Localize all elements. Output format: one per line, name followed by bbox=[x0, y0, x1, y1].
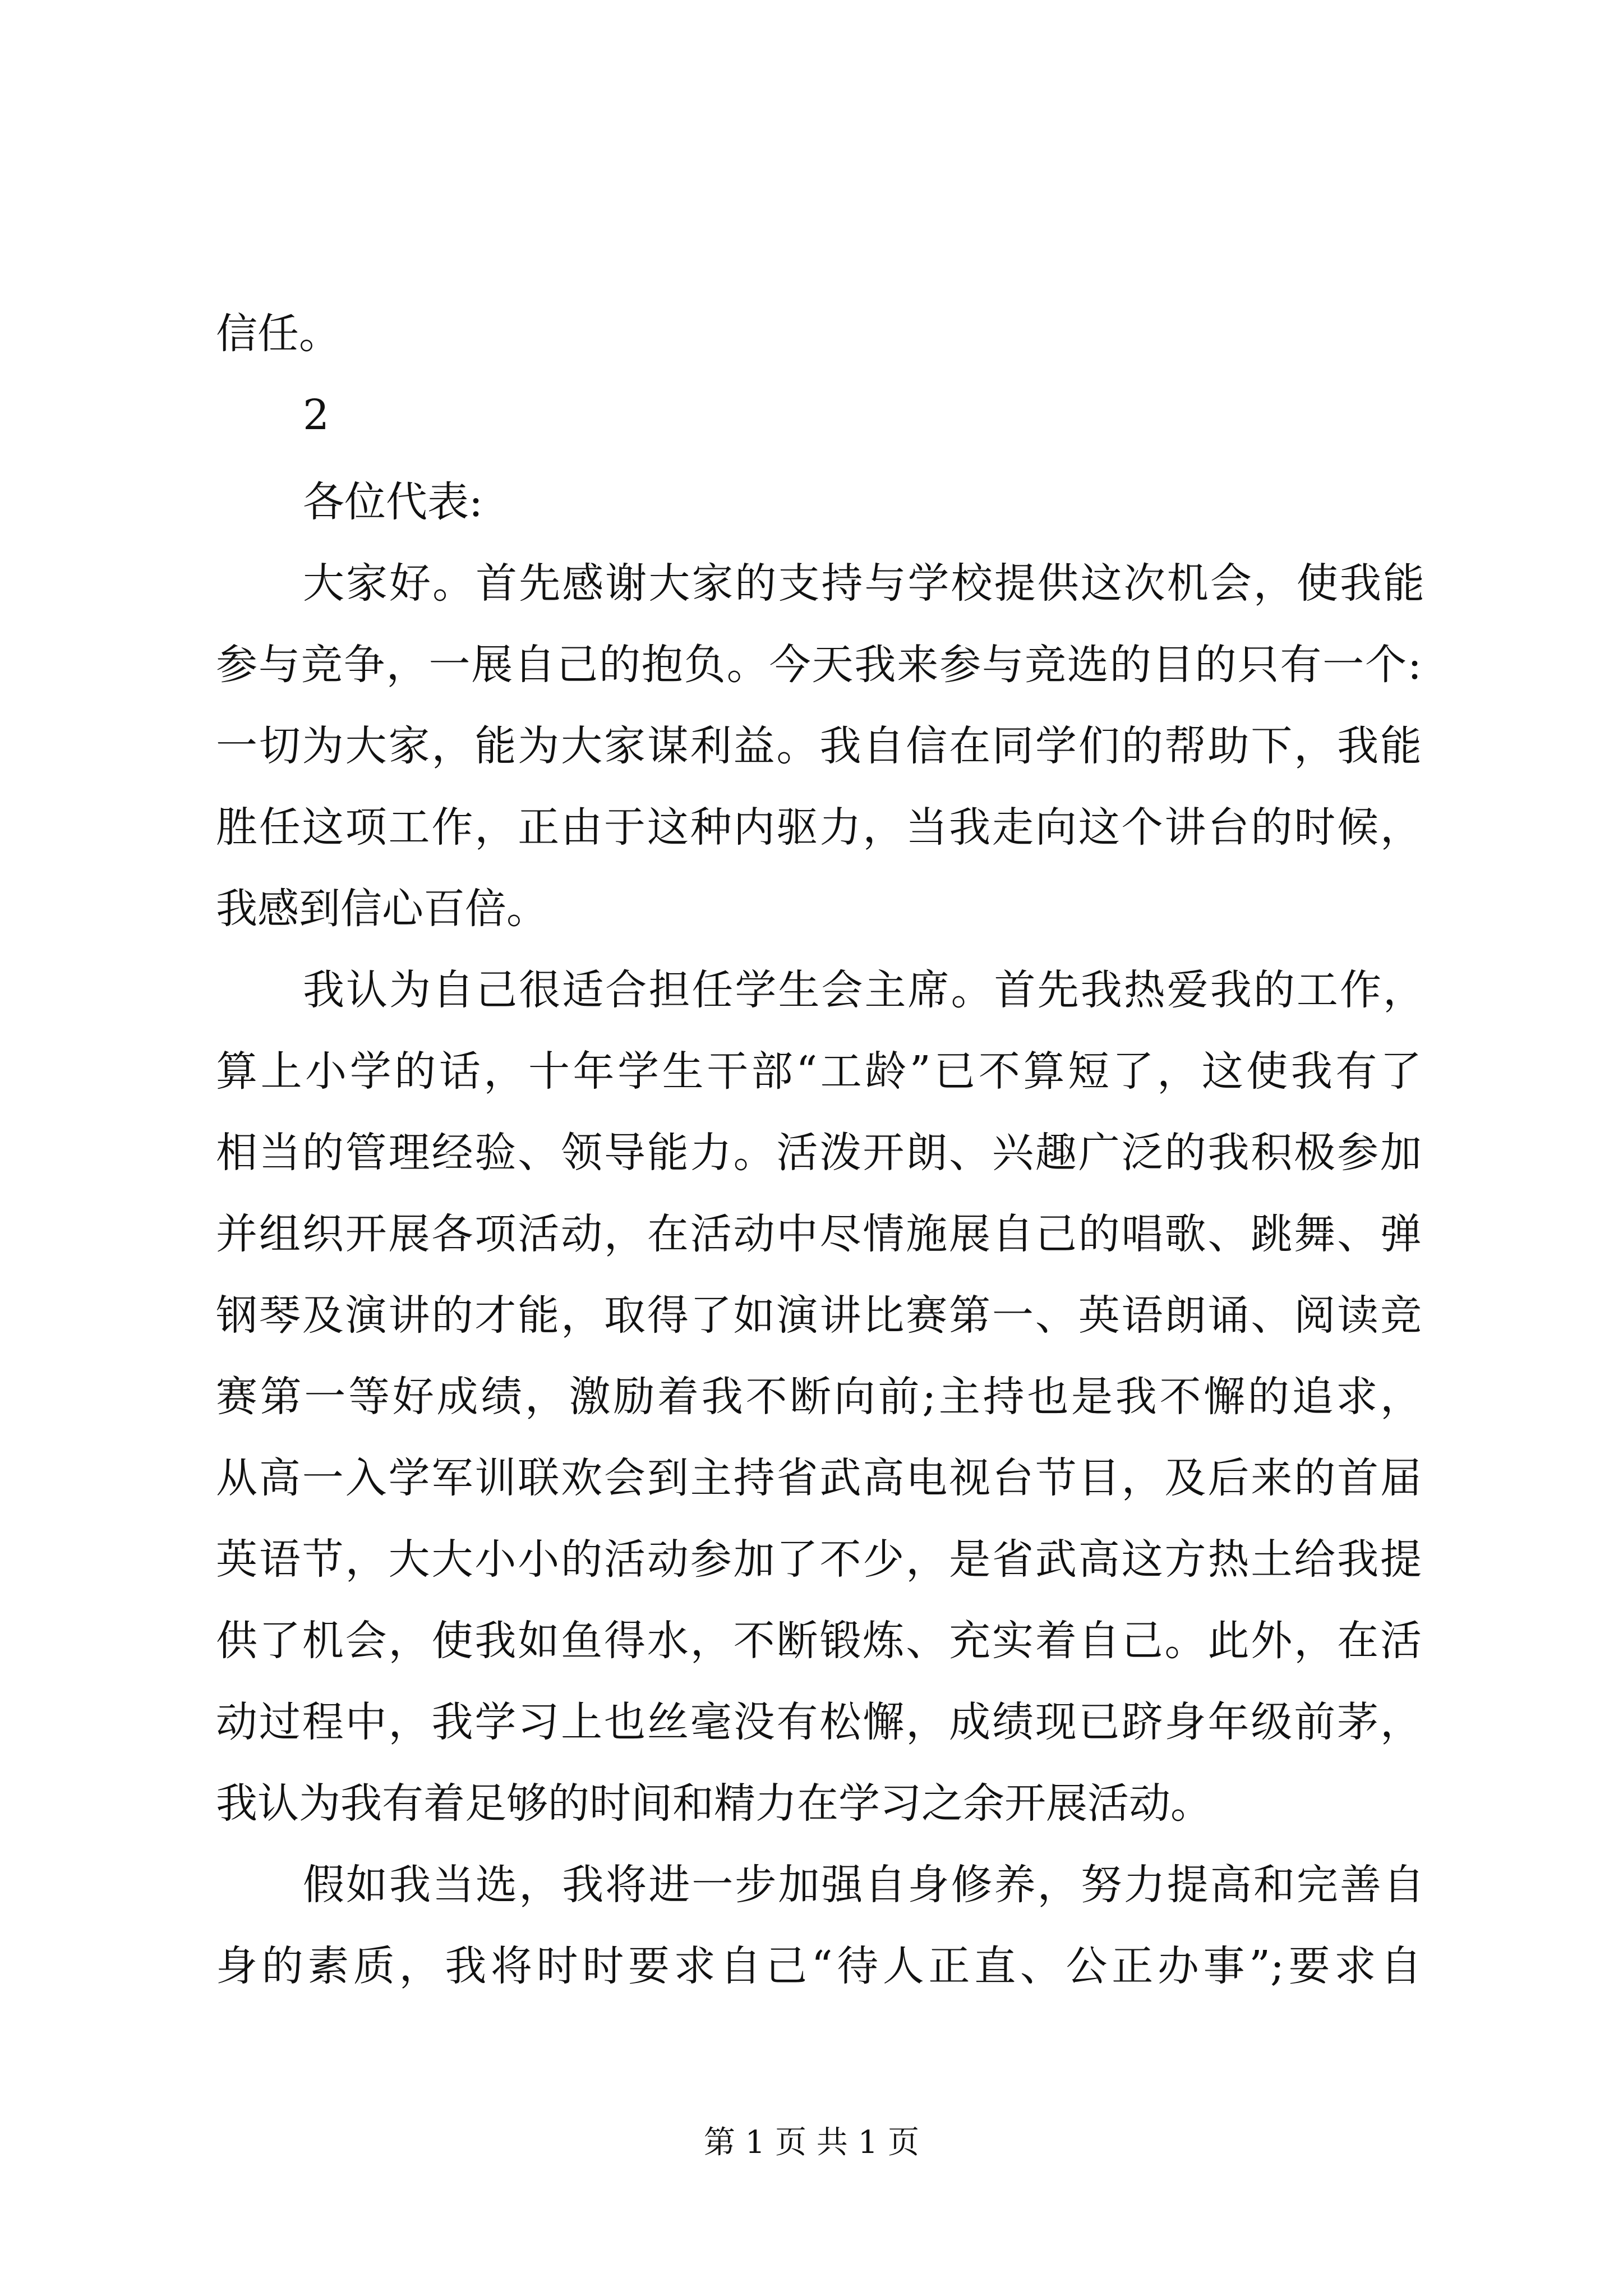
text-line: 英语节，大大小小的活动参加了不少，是省武高这方热土给我提 bbox=[216, 1535, 1422, 1584]
text-line: 动过程中，我学习上也丝毫没有松懈，成绩现已跻身年级前茅， bbox=[216, 1698, 1422, 1746]
text-line: 一切为大家，能为大家谋利益。我自信在同学们的帮助下，我能 bbox=[216, 722, 1422, 770]
text-line: 供了机会，使我如鱼得水，不断锻炼、充实着自己。此外，在活 bbox=[216, 1617, 1422, 1665]
text-line: 身的素质，我将时时要求自己“待人正直、公正办事”;要求自 bbox=[216, 1942, 1422, 1990]
text-line: 参与竞争，一展自己的抱负。今天我来参与竞选的目的只有一个: bbox=[216, 641, 1422, 689]
text-line: 并组织开展各项活动，在活动中尽情施展自己的唱歌、跳舞、弹 bbox=[216, 1210, 1422, 1258]
salutation: 各位代表: bbox=[303, 478, 483, 526]
text-line: 信任。 bbox=[216, 310, 340, 358]
text-line: 假如我当选，我将进一步加强自身修养，努力提高和完善自 bbox=[303, 1861, 1424, 1909]
text-line: 钢琴及演讲的才能，取得了如演讲比赛第一、英语朗诵、阅读竞 bbox=[216, 1291, 1422, 1340]
text-line: 算上小学的话，十年学生干部“工龄”已不算短了，这使我有了 bbox=[216, 1047, 1422, 1096]
text-line: 大家好。首先感谢大家的支持与学校提供这次机会，使我能 bbox=[303, 559, 1424, 608]
text-line: 胜任这项工作，正由于这种内驱力，当我走向这个讲台的时候， bbox=[216, 803, 1422, 852]
page-footer: 第 1 页 共 1 页 bbox=[703, 2124, 920, 2161]
text-line: 我感到信心百倍。 bbox=[216, 885, 548, 933]
text-line: 从高一入学军训联欢会到主持省武高电视台节目，及后来的首届 bbox=[216, 1454, 1422, 1502]
text-line: 赛第一等好成绩，激励着我不断向前;主持也是我不懈的追求， bbox=[216, 1373, 1422, 1421]
section-number: 2 bbox=[303, 391, 330, 439]
text-line: 我认为我有着足够的时间和精力在学习之余开展活动。 bbox=[216, 1779, 1212, 1828]
text-line: 相当的管理经验、领导能力。活泼开朗、兴趣广泛的我积极参加 bbox=[216, 1129, 1422, 1177]
text-line: 我认为自己很适合担任学生会主席。首先我热爱我的工作， bbox=[303, 966, 1424, 1014]
